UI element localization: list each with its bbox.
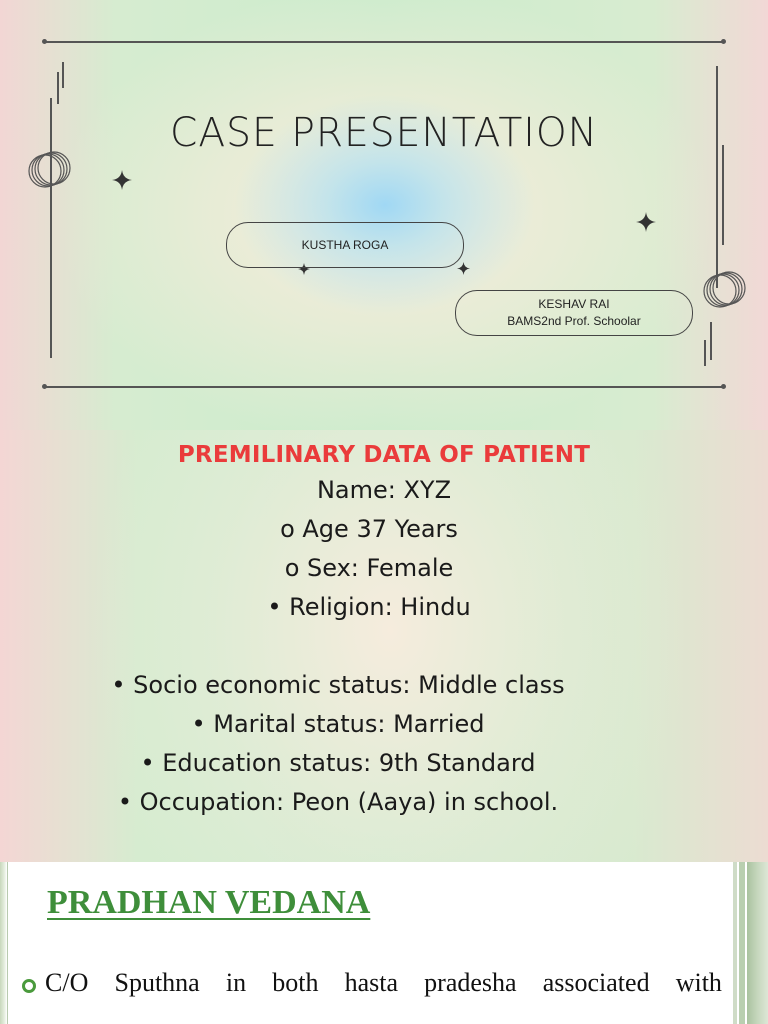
patient-marital-status: • Marital status: Married [191,710,485,738]
left-vertical-line-short-2 [62,62,64,88]
sparkle-icon [457,262,470,275]
word: pradesha [424,968,517,997]
complaint-text [45,968,722,998]
slide-title: CASE PRESENTATION [170,110,598,156]
right-border-bar [733,862,737,1024]
patient-sex: o Sex: Female [284,554,454,582]
right-vertical-line-mid [722,145,724,245]
word: C/O [45,968,89,997]
patient-socio-economic-status: • Socio economic status: Middle class [111,671,565,699]
pradhan-vedana-slide [0,862,768,1024]
patient-education-status: • Education status: 9th Standard [140,749,536,777]
title-slide [0,0,768,430]
word: with [675,968,722,997]
word: both [272,968,319,997]
patient-age: o Age 37 Years [280,515,458,543]
presenter-pill [455,290,693,336]
top-rule-right-dot [721,39,726,44]
top-rule-left-dot [42,39,47,44]
right-vertical-line-short-2 [704,340,706,366]
right-border-bar [739,862,745,1024]
bottom-rule [44,386,724,388]
patient-data-heading: PREMILINARY DATA OF PATIENT [177,442,591,468]
presenter-name: KESHAV RAI [538,297,610,311]
right-vertical-line [716,66,718,288]
topic-pill [226,222,464,268]
word: in [225,968,247,997]
sparkle-icon [636,212,656,232]
pradhan-vedana-heading: PRADHAN VEDANA [47,884,371,921]
ring-bullet-icon [22,979,36,993]
right-border-bar [747,862,768,1024]
patient-religion: • Religion: Hindu [267,593,471,621]
topic-label: KUSTHA ROGA [301,237,389,252]
top-rule [44,41,724,43]
patient-name: Name: XYZ [316,476,452,504]
sparkle-icon [112,170,132,190]
right-vertical-line-short [710,322,712,360]
word: associated [542,968,650,997]
concentric-circles-icon [700,265,750,315]
word: hasta [344,968,399,997]
patient-occupation: • Occupation: Peon (Aaya) in school. [117,788,559,816]
word: Sputhna [114,968,200,997]
presenter-role: BAMS2nd Prof. Schoolar [507,314,641,328]
patient-data-slide [0,430,768,862]
left-vertical-line-short [57,72,59,104]
bottom-rule-right-dot [721,384,726,389]
left-border-bar [0,862,8,1024]
bottom-rule-left-dot [42,384,47,389]
